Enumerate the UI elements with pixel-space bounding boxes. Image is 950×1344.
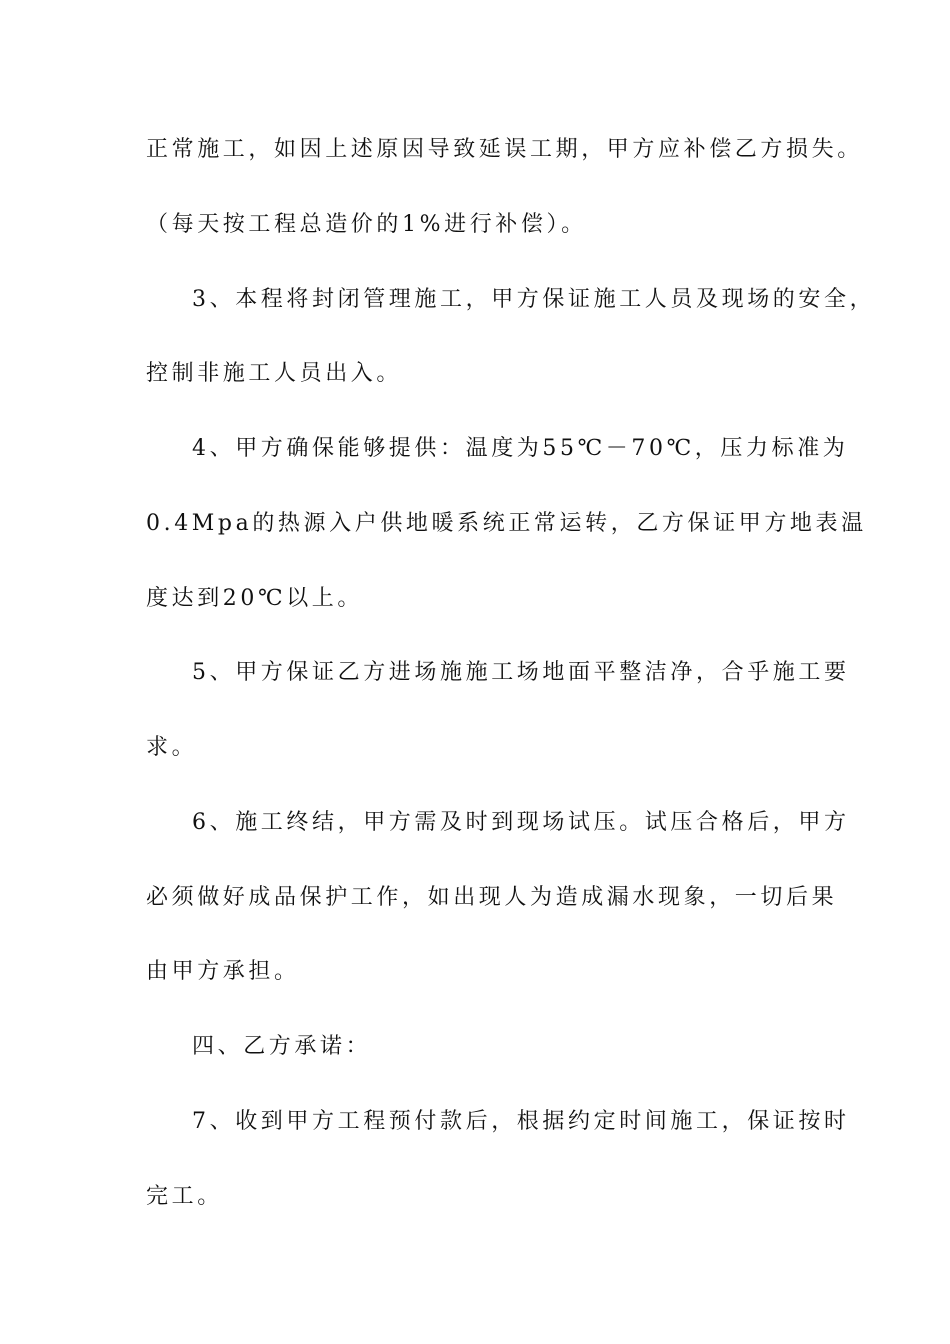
text-line: 度达到20℃以上。 <box>146 586 364 611</box>
text-line: 由甲方承担。 <box>146 959 300 984</box>
paragraph-3-line: 3、本程将封闭管理施工，甲方保证施工人员及现场的安全， <box>192 287 876 312</box>
paragraph-4-line: 4、甲方确保能够提供：温度为55℃－70℃，压力标准为 <box>192 436 849 461</box>
paragraph-6-line: 6、施工终结，甲方需及时到现场试压。试压合格后，甲方 <box>192 810 850 835</box>
paragraph-5-line: 5、甲方保证乙方进场施施工场地面平整洁净，合乎施工要 <box>192 660 850 685</box>
section-heading: 四、乙方承诺： <box>192 1034 372 1059</box>
text-line: 0.4Mpa的热源入户供地暖系统正常运转，乙方保证甲方地表温 <box>146 511 867 536</box>
text-line: 控制非施工人员出入。 <box>146 361 403 386</box>
paragraph-7-line: 7、收到甲方工程预付款后，根据约定时间施工，保证按时 <box>192 1109 850 1134</box>
text-line: 求。 <box>146 735 198 760</box>
text-line: 必须做好成品保护工作，如出现人为造成漏水现象，一切后果 <box>146 885 838 910</box>
text-line: 正常施工，如因上述原因导致延误工期，甲方应补偿乙方损失。 <box>146 137 863 162</box>
text-line: 完工。 <box>146 1184 223 1209</box>
text-line: （每天按工程总造价的1%进行补偿）。 <box>146 212 587 237</box>
